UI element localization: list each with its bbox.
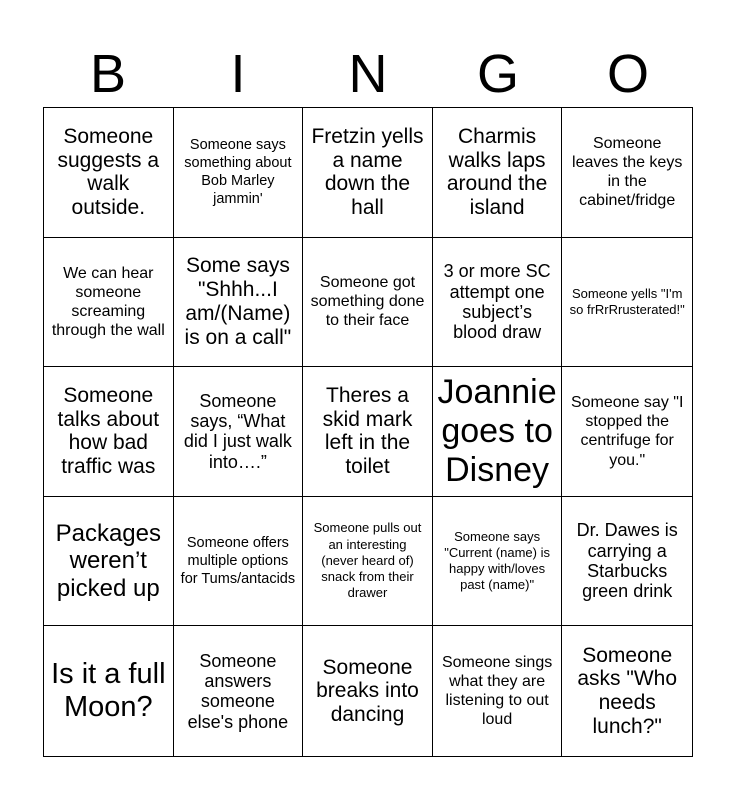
cell-text: 3 or more SC attempt one subject’s blood draw: [443, 261, 551, 343]
bingo-cell[interactable]: [174, 367, 304, 497]
bingo-cell[interactable]: [562, 238, 692, 368]
bingo-cell[interactable]: [562, 108, 692, 238]
header-letter-n: N: [348, 44, 388, 104]
cell-text: Someone pulls out an interesting (never heard of) snack from their drawer: [313, 520, 422, 601]
cell-text: Someone sings what they are listening to out loud: [441, 653, 553, 729]
cell-text: Dr. Dawes is carrying a Starbucks green drink: [576, 520, 678, 602]
bingo-cell[interactable]: [44, 497, 174, 627]
cell-text: We can hear someone screaming through the wall: [51, 264, 165, 340]
bingo-cell[interactable]: [433, 497, 563, 627]
cell-text: Someone offers multiple options for Tums/antacids: [180, 534, 296, 588]
cell-text: Is it a full Moon?: [51, 657, 166, 724]
bingo-cell[interactable]: [303, 497, 433, 627]
cell-text: Someone says, “What did I just walk into….”: [183, 390, 292, 472]
bingo-cell[interactable]: [433, 626, 563, 756]
bingo-cell[interactable]: [44, 238, 174, 368]
bingo-cell[interactable]: [303, 108, 433, 238]
bingo-cell[interactable]: [433, 238, 563, 368]
cell-text: Theres a skid mark left in the toilet: [322, 384, 413, 479]
bingo-cell[interactable]: [562, 367, 692, 497]
cell-text: Charmis walks laps around the island: [446, 124, 548, 220]
cell-text: Someone leaves the keys in the cabinet/fridge: [572, 134, 683, 210]
cell-text: Someone suggests a walk outside.: [57, 124, 160, 220]
header-letter-b: B: [89, 44, 127, 104]
header-letter-i: I: [230, 44, 246, 104]
bingo-cell[interactable]: [44, 108, 174, 238]
bingo-cell[interactable]: [303, 626, 433, 756]
cell-text: Someone says "Current (name) is happy with/loves past (name)": [444, 528, 550, 593]
bingo-cell[interactable]: [174, 108, 304, 238]
cell-text: Some says "Shhh...I am/(Name) is on a call": [184, 254, 292, 349]
bingo-cell[interactable]: [174, 626, 304, 756]
header-letter-g: G: [476, 44, 519, 104]
bingo-cell[interactable]: [44, 367, 174, 497]
bingo-header: [43, 40, 693, 108]
bingo-cell[interactable]: [433, 367, 563, 497]
cell-text: Someone yells "I'm so frRrRrusterated!": [569, 285, 685, 317]
bingo-cell[interactable]: [562, 626, 692, 756]
bingo-cell[interactable]: [562, 497, 692, 627]
cell-text: Someone answers someone else's phone: [187, 650, 289, 732]
header-letter-o: O: [606, 44, 649, 104]
bingo-cell[interactable]: [303, 238, 433, 368]
bingo-cell[interactable]: [44, 626, 174, 756]
bingo-board: [43, 107, 693, 757]
cell-text: Someone talks about how bad traffic was: [57, 384, 160, 479]
bingo-cell[interactable]: [174, 238, 304, 368]
cell-text: Fretzin yells a name down the hall: [311, 124, 424, 220]
cell-text: Joannie goes to Disney: [437, 372, 557, 490]
cell-text: Packages weren’t picked up: [55, 519, 161, 602]
cell-text: Someone got something done to their face: [310, 274, 425, 330]
bingo-cell[interactable]: [174, 497, 304, 627]
bingo-cell[interactable]: [303, 367, 433, 497]
cell-text: Someone say "I stopped the centrifuge for you.": [570, 394, 684, 469]
cell-text: Someone asks "Who needs lunch?": [577, 643, 678, 738]
cell-text: Someone says something about Bob Marley jammin': [184, 137, 292, 208]
bingo-cell[interactable]: [433, 108, 563, 238]
cell-text: Someone breaks into dancing: [316, 655, 419, 727]
